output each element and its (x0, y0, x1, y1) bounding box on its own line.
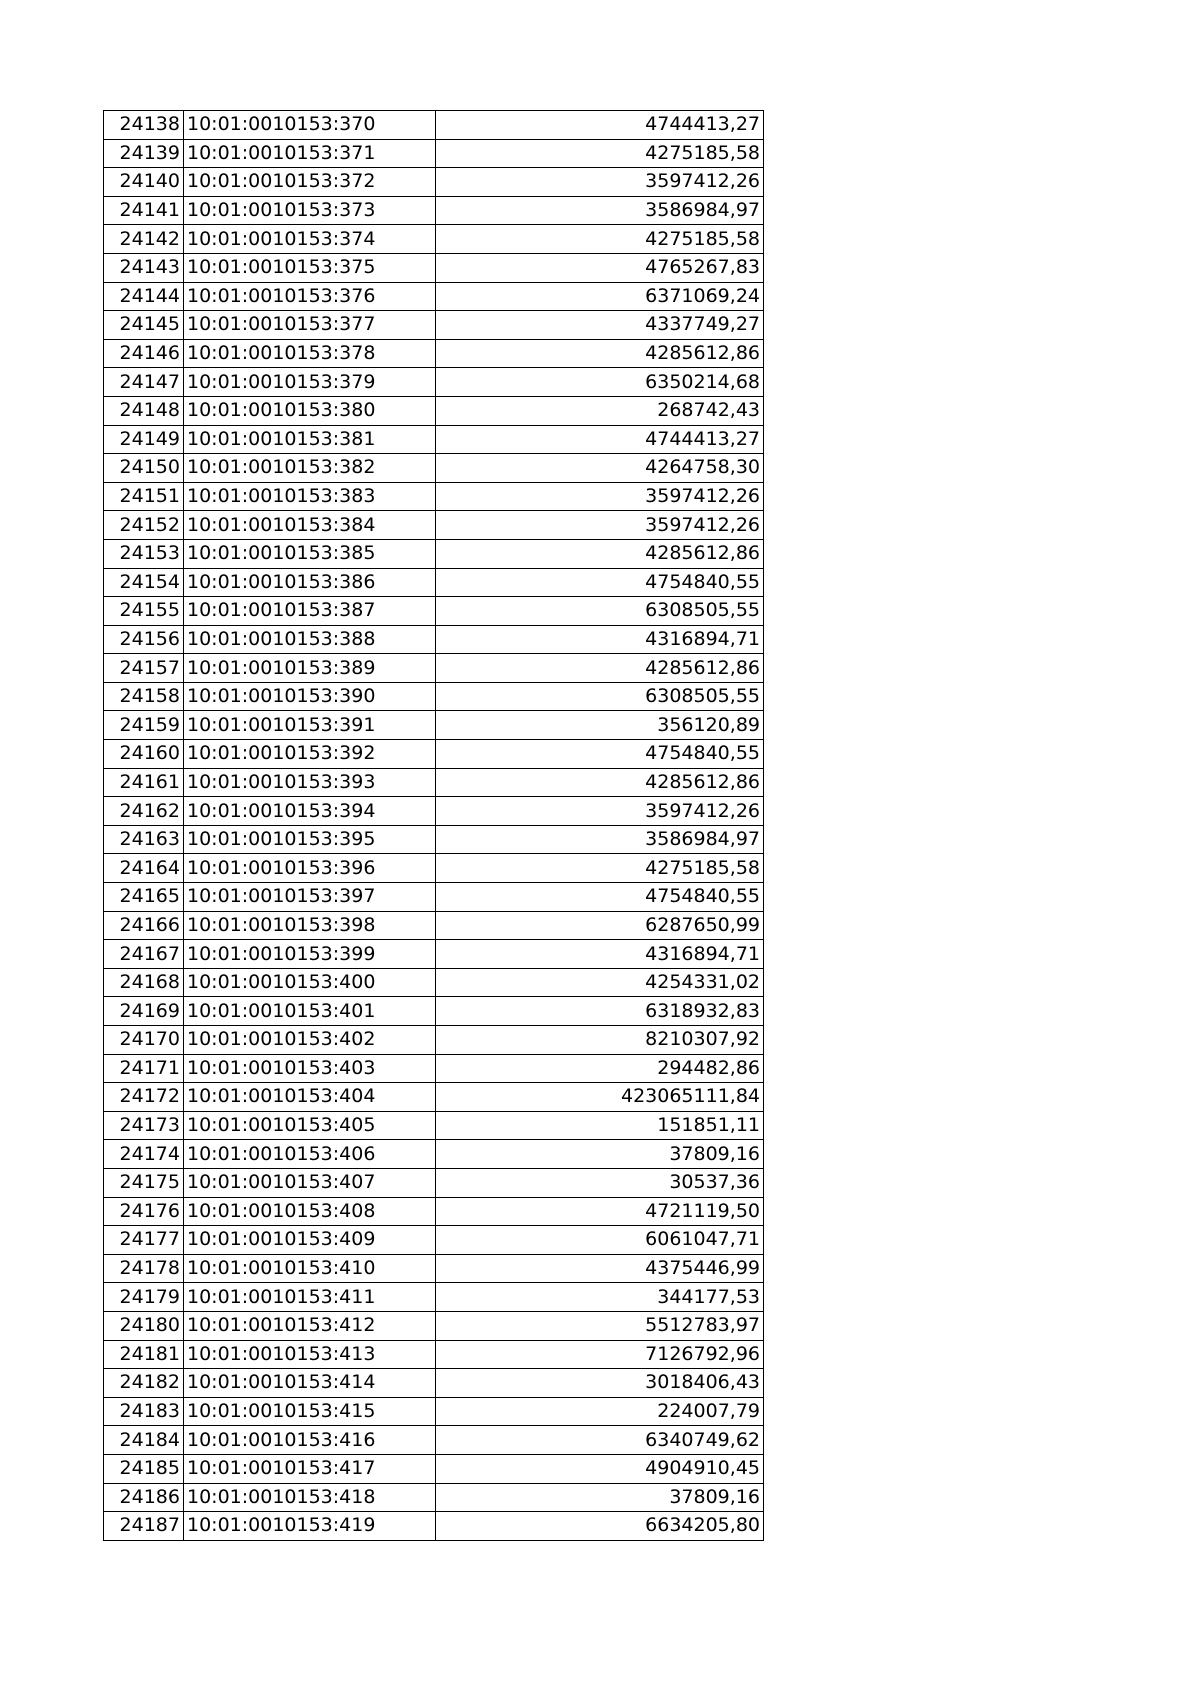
table-row (104, 1168, 764, 1197)
value-cell: 4285612,86 (436, 539, 764, 568)
table-row (104, 568, 764, 597)
row-number-cell: 24157 (104, 654, 184, 683)
row-number-cell: 24170 (104, 1026, 184, 1055)
value-cell: 4264758,30 (436, 454, 764, 483)
value-cell: 4275185,58 (436, 225, 764, 254)
value-cell: 4285612,86 (436, 768, 764, 797)
row-number-cell: 24175 (104, 1168, 184, 1197)
row-number-cell: 24159 (104, 711, 184, 740)
value-cell: 7126792,96 (436, 1340, 764, 1369)
data-table (103, 110, 764, 1541)
cadastral-number-cell: 10:01:0010153:405 (184, 1111, 436, 1140)
row-number-cell: 24184 (104, 1426, 184, 1455)
table-row (104, 282, 764, 311)
table-row (104, 1197, 764, 1226)
row-number-cell: 24177 (104, 1226, 184, 1255)
cadastral-number-cell: 10:01:0010153:380 (184, 396, 436, 425)
value-cell: 4316894,71 (436, 625, 764, 654)
table-row (104, 1254, 764, 1283)
cadastral-number-cell: 10:01:0010153:389 (184, 654, 436, 683)
value-cell: 5512783,97 (436, 1311, 764, 1340)
value-cell: 6061047,71 (436, 1226, 764, 1255)
value-cell: 4285612,86 (436, 654, 764, 683)
value-cell: 3018406,43 (436, 1369, 764, 1398)
row-number-cell: 24162 (104, 797, 184, 826)
row-number-cell: 24169 (104, 997, 184, 1026)
row-number-cell: 24183 (104, 1397, 184, 1426)
value-cell: 4275185,58 (436, 139, 764, 168)
table-row (104, 797, 764, 826)
row-number-cell: 24147 (104, 368, 184, 397)
cadastral-number-cell: 10:01:0010153:408 (184, 1197, 436, 1226)
table-row (104, 1311, 764, 1340)
table-row (104, 654, 764, 683)
cadastral-number-cell: 10:01:0010153:404 (184, 1083, 436, 1112)
cadastral-number-cell: 10:01:0010153:395 (184, 825, 436, 854)
table-row (104, 454, 764, 483)
cadastral-number-cell: 10:01:0010153:412 (184, 1311, 436, 1340)
cadastral-number-cell: 10:01:0010153:410 (184, 1254, 436, 1283)
value-cell: 4337749,27 (436, 311, 764, 340)
table-row (104, 539, 764, 568)
value-cell: 4904910,45 (436, 1454, 764, 1483)
row-number-cell: 24173 (104, 1111, 184, 1140)
table-row (104, 883, 764, 912)
value-cell: 6634205,80 (436, 1512, 764, 1541)
table-row (104, 111, 764, 140)
cadastral-number-cell: 10:01:0010153:400 (184, 968, 436, 997)
cadastral-number-cell: 10:01:0010153:407 (184, 1168, 436, 1197)
row-number-cell: 24186 (104, 1483, 184, 1512)
table-row (104, 597, 764, 626)
value-cell: 8210307,92 (436, 1026, 764, 1055)
value-cell: 3597412,26 (436, 511, 764, 540)
value-cell: 4754840,55 (436, 740, 764, 769)
row-number-cell: 24153 (104, 539, 184, 568)
cadastral-number-cell: 10:01:0010153:370 (184, 111, 436, 140)
cadastral-number-cell: 10:01:0010153:414 (184, 1369, 436, 1398)
cadastral-number-cell: 10:01:0010153:375 (184, 253, 436, 282)
table-row (104, 396, 764, 425)
table-row (104, 253, 764, 282)
cadastral-number-cell: 10:01:0010153:379 (184, 368, 436, 397)
row-number-cell: 24164 (104, 854, 184, 883)
cadastral-number-cell: 10:01:0010153:416 (184, 1426, 436, 1455)
cadastral-number-cell: 10:01:0010153:415 (184, 1397, 436, 1426)
cadastral-number-cell: 10:01:0010153:401 (184, 997, 436, 1026)
value-cell: 4744413,27 (436, 111, 764, 140)
row-number-cell: 24145 (104, 311, 184, 340)
value-cell: 6308505,55 (436, 597, 764, 626)
cadastral-number-cell: 10:01:0010153:387 (184, 597, 436, 626)
table-row (104, 311, 764, 340)
value-cell: 4754840,55 (436, 568, 764, 597)
table-row (104, 1083, 764, 1112)
row-number-cell: 24161 (104, 768, 184, 797)
row-number-cell: 24138 (104, 111, 184, 140)
value-cell: 37809,16 (436, 1140, 764, 1169)
row-number-cell: 24140 (104, 168, 184, 197)
cadastral-number-cell: 10:01:0010153:378 (184, 339, 436, 368)
row-number-cell: 24187 (104, 1512, 184, 1541)
cadastral-number-cell: 10:01:0010153:413 (184, 1340, 436, 1369)
cadastral-number-cell: 10:01:0010153:372 (184, 168, 436, 197)
cadastral-number-cell: 10:01:0010153:399 (184, 940, 436, 969)
row-number-cell: 24165 (104, 883, 184, 912)
value-cell: 3586984,97 (436, 825, 764, 854)
cadastral-number-cell: 10:01:0010153:381 (184, 425, 436, 454)
row-number-cell: 24179 (104, 1283, 184, 1312)
cadastral-number-cell: 10:01:0010153:376 (184, 282, 436, 311)
table-row (104, 225, 764, 254)
value-cell: 3597412,26 (436, 482, 764, 511)
cadastral-number-cell: 10:01:0010153:382 (184, 454, 436, 483)
value-cell: 356120,89 (436, 711, 764, 740)
cadastral-number-cell: 10:01:0010153:418 (184, 1483, 436, 1512)
table-row (104, 1426, 764, 1455)
table-row (104, 825, 764, 854)
row-number-cell: 24143 (104, 253, 184, 282)
value-cell: 4316894,71 (436, 940, 764, 969)
table-row (104, 711, 764, 740)
table-row (104, 768, 764, 797)
cadastral-number-cell: 10:01:0010153:394 (184, 797, 436, 826)
value-cell: 268742,43 (436, 396, 764, 425)
row-number-cell: 24174 (104, 1140, 184, 1169)
cadastral-number-cell: 10:01:0010153:377 (184, 311, 436, 340)
table-row (104, 911, 764, 940)
value-cell: 6371069,24 (436, 282, 764, 311)
row-number-cell: 24160 (104, 740, 184, 769)
row-number-cell: 24182 (104, 1369, 184, 1398)
cadastral-number-cell: 10:01:0010153:397 (184, 883, 436, 912)
row-number-cell: 24171 (104, 1054, 184, 1083)
cadastral-number-cell: 10:01:0010153:396 (184, 854, 436, 883)
row-number-cell: 24185 (104, 1454, 184, 1483)
value-cell: 4285612,86 (436, 339, 764, 368)
table-row (104, 339, 764, 368)
table-row (104, 997, 764, 1026)
cadastral-number-cell: 10:01:0010153:391 (184, 711, 436, 740)
table-row (104, 425, 764, 454)
table-row (104, 368, 764, 397)
row-number-cell: 24139 (104, 139, 184, 168)
value-cell: 4765267,83 (436, 253, 764, 282)
cadastral-number-cell: 10:01:0010153:417 (184, 1454, 436, 1483)
table-row (104, 1512, 764, 1541)
value-cell: 423065111,84 (436, 1083, 764, 1112)
row-number-cell: 24172 (104, 1083, 184, 1112)
row-number-cell: 24158 (104, 682, 184, 711)
cadastral-number-cell: 10:01:0010153:390 (184, 682, 436, 711)
cadastral-number-cell: 10:01:0010153:406 (184, 1140, 436, 1169)
row-number-cell: 24166 (104, 911, 184, 940)
table-body (104, 111, 764, 1541)
value-cell: 3597412,26 (436, 168, 764, 197)
table-row (104, 139, 764, 168)
table-row (104, 740, 764, 769)
table-row (104, 1026, 764, 1055)
table-row (104, 1140, 764, 1169)
row-number-cell: 24156 (104, 625, 184, 654)
value-cell: 6318932,83 (436, 997, 764, 1026)
row-number-cell: 24148 (104, 396, 184, 425)
row-number-cell: 24178 (104, 1254, 184, 1283)
value-cell: 6350214,68 (436, 368, 764, 397)
cadastral-number-cell: 10:01:0010153:402 (184, 1026, 436, 1055)
value-cell: 4744413,27 (436, 425, 764, 454)
row-number-cell: 24180 (104, 1311, 184, 1340)
value-cell: 4721119,50 (436, 1197, 764, 1226)
value-cell: 6287650,99 (436, 911, 764, 940)
cadastral-number-cell: 10:01:0010153:392 (184, 740, 436, 769)
table-row (104, 1340, 764, 1369)
value-cell: 30537,36 (436, 1168, 764, 1197)
value-cell: 3586984,97 (436, 196, 764, 225)
cadastral-number-cell: 10:01:0010153:374 (184, 225, 436, 254)
cadastral-number-cell: 10:01:0010153:383 (184, 482, 436, 511)
row-number-cell: 24141 (104, 196, 184, 225)
value-cell: 151851,11 (436, 1111, 764, 1140)
table-row (104, 854, 764, 883)
cadastral-number-cell: 10:01:0010153:384 (184, 511, 436, 540)
cadastral-number-cell: 10:01:0010153:373 (184, 196, 436, 225)
cadastral-number-cell: 10:01:0010153:398 (184, 911, 436, 940)
value-cell: 37809,16 (436, 1483, 764, 1512)
table-row (104, 196, 764, 225)
cadastral-number-cell: 10:01:0010153:403 (184, 1054, 436, 1083)
row-number-cell: 24150 (104, 454, 184, 483)
value-cell: 6340749,62 (436, 1426, 764, 1455)
row-number-cell: 24176 (104, 1197, 184, 1226)
cadastral-number-cell: 10:01:0010153:409 (184, 1226, 436, 1255)
cadastral-number-cell: 10:01:0010153:419 (184, 1512, 436, 1541)
row-number-cell: 24142 (104, 225, 184, 254)
cadastral-number-cell: 10:01:0010153:371 (184, 139, 436, 168)
value-cell: 344177,53 (436, 1283, 764, 1312)
row-number-cell: 24155 (104, 597, 184, 626)
row-number-cell: 24151 (104, 482, 184, 511)
table-row (104, 168, 764, 197)
cadastral-number-cell: 10:01:0010153:393 (184, 768, 436, 797)
row-number-cell: 24154 (104, 568, 184, 597)
table-row (104, 1397, 764, 1426)
cadastral-number-cell: 10:01:0010153:411 (184, 1283, 436, 1312)
table-row (104, 1226, 764, 1255)
table-row (104, 1054, 764, 1083)
value-cell: 4375446,99 (436, 1254, 764, 1283)
row-number-cell: 24146 (104, 339, 184, 368)
row-number-cell: 24152 (104, 511, 184, 540)
table-row (104, 682, 764, 711)
value-cell: 4275185,58 (436, 854, 764, 883)
value-cell: 6308505,55 (436, 682, 764, 711)
table-row (104, 968, 764, 997)
row-number-cell: 24167 (104, 940, 184, 969)
value-cell: 4754840,55 (436, 883, 764, 912)
table-row (104, 482, 764, 511)
value-cell: 3597412,26 (436, 797, 764, 826)
row-number-cell: 24149 (104, 425, 184, 454)
row-number-cell: 24168 (104, 968, 184, 997)
table-row (104, 940, 764, 969)
row-number-cell: 24163 (104, 825, 184, 854)
table-row (104, 1111, 764, 1140)
cadastral-number-cell: 10:01:0010153:388 (184, 625, 436, 654)
table-row (104, 625, 764, 654)
table-row (104, 1454, 764, 1483)
table-row (104, 1369, 764, 1398)
cadastral-number-cell: 10:01:0010153:385 (184, 539, 436, 568)
value-cell: 224007,79 (436, 1397, 764, 1426)
table-row (104, 1483, 764, 1512)
value-cell: 4254331,02 (436, 968, 764, 997)
row-number-cell: 24144 (104, 282, 184, 311)
row-number-cell: 24181 (104, 1340, 184, 1369)
table-row (104, 511, 764, 540)
table-row (104, 1283, 764, 1312)
value-cell: 294482,86 (436, 1054, 764, 1083)
cadastral-number-cell: 10:01:0010153:386 (184, 568, 436, 597)
